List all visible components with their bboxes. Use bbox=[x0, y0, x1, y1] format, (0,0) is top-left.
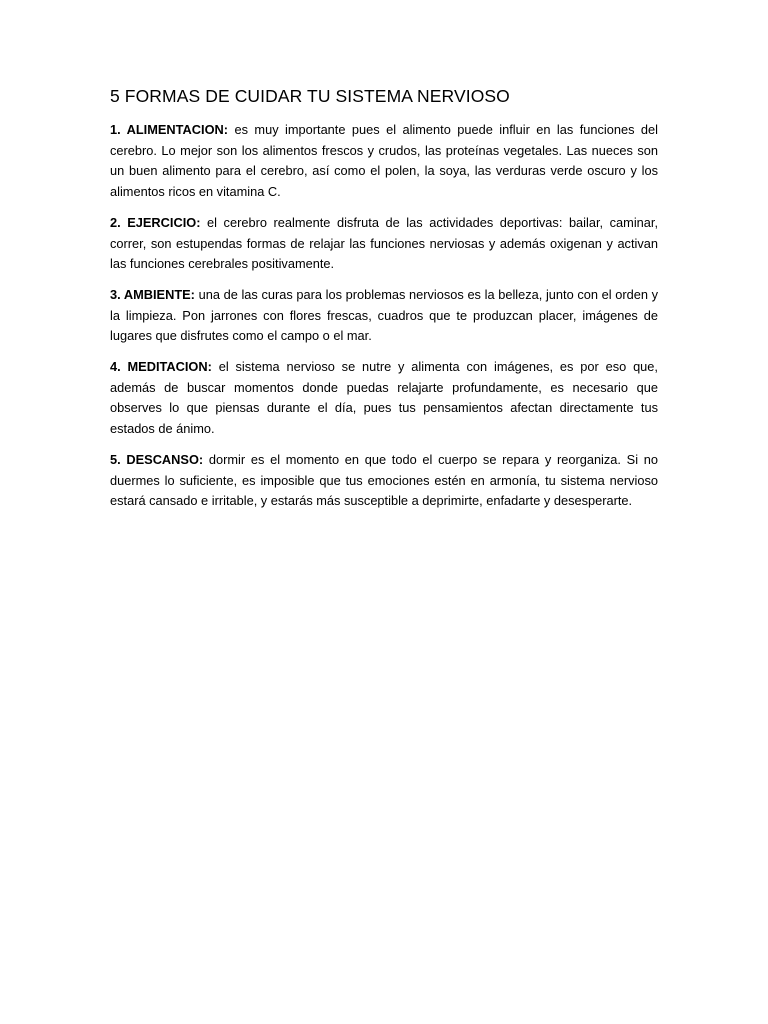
list-item-ambiente bbox=[110, 285, 658, 347]
item-label: 2. EJERCICIO: bbox=[110, 214, 201, 230]
item-label: 5. DESCANSO: bbox=[110, 451, 204, 467]
item-text: el sistema nervioso se nutre y alimenta con imágenes, es por eso que, además de buscar momentos donde puedas relajarte profundamente, es necesario que observes lo que piensas durante el día, pues tus pensamientos afectan directamente tus estados de ánimo. bbox=[110, 359, 658, 437]
item-label: 4. MEDITACION: bbox=[110, 359, 212, 375]
item-label: 3. AMBIENTE: bbox=[110, 286, 195, 302]
item-text: el cerebro realmente disfruta de las actividades deportivas: bailar, caminar, correr, son estupendas formas de relajar las funciones nerviosas y además oxigenan y activan las funciones cerebrales positivamente. bbox=[110, 214, 659, 272]
item-text: es muy importante pues el alimento puede influir en las funciones del cerebro. Lo mejor son los alimentos frescos y crudos, las proteínas vegetales. Las nueces son un buen alimento para el cerebro, así como el polen, la soya, las verduras verde oscuro y los alimentos ricos en vitamina C. bbox=[110, 122, 658, 200]
document-page bbox=[110, 84, 658, 522]
item-label: 1. ALIMENTACION: bbox=[110, 122, 229, 137]
list-item-ejercicio bbox=[110, 213, 658, 275]
item-text: dormir es el momento en que todo el cuerpo se repara y reorganiza. Si no duermes lo suficiente, es imposible que tus emociones estén en armonía, tu sistema nervioso estará cansado e irritable, y estarás más susceptible a deprimirte, enfadarte y desesperarte. bbox=[110, 451, 659, 509]
list-item-alimentacion bbox=[110, 120, 658, 203]
list-item-meditacion bbox=[110, 357, 658, 440]
item-text: una de las curas para los problemas nerviosos es la belleza, junto con el orden y la limpieza. Pon jarrones con flores frescas, cuadros que te produzcan placer, imágenes de lugares que disfrutes como el campo o el mar. bbox=[110, 286, 658, 344]
list-item-descanso bbox=[110, 450, 658, 512]
document-title: 5 FORMAS DE CUIDAR TU SISTEMA NERVIOSO bbox=[110, 86, 510, 106]
